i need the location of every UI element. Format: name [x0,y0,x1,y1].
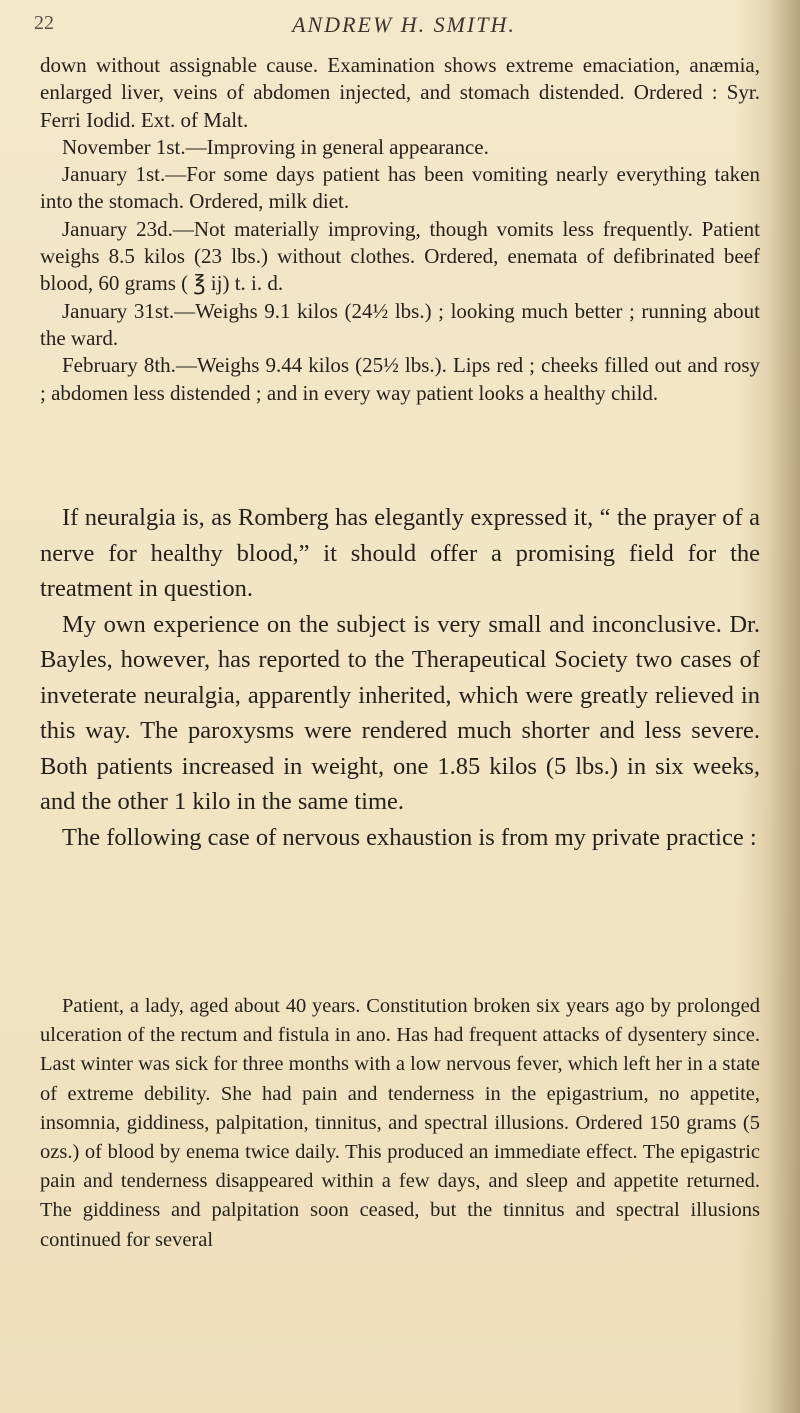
body-paragraph: The following case of nervous exhaustion is from my private practice : [62,823,757,851]
case-notes [40,52,760,407]
case-note-paragraph: February 8th.—Weighs 9.44 kilos (25½ lbs.). Lips red ; cheeks filled out and rosy ; abdomen less distended ; and in every way patient looks a healthy child. [40,353,760,405]
page-number: 22 [34,12,54,34]
case-note-paragraph: January 1st.—For some days patient has been vomiting nearly everything taken into the stomach. Ordered, milk diet. [40,162,760,214]
case-report-paragraph: Patient, a lady, aged about 40 years. Constitution broken six years ago by prolonged ulceration of the rectum and fistula in ano. Has had frequent attacks of dysentery since. Last winter was sick for three months with a low nervous fever, which left her in a state of extreme debility. She had pain and tenderness in the epigastrium, no appetite, insomnia, giddiness, palpitation, tinnitus, and spectral illusions. Ordered 150 grams (5 ozs.) of blood by enema twice daily. This produced an immediate effect. The epigastric pain and tenderness disappeared within a few days, and sleep and appetite returned. The giddiness and palpitation soon ceased, but the tinnitus and spectral illusions continued for several [40,995,760,1251]
case-note-paragraph: January 23d.—Not materially improving, though vomits less frequently. Patient weighs 8.5 kilos (23 lbs.) without clothes. Ordered, enemata of defibrinated beef blood, 60 grams ( ℥ ij) t. i. d. [40,216,760,296]
body-paragraph: My own experience on the subject is very small and inconclusive. Dr. Bayles, however, has reported to the Therapeutical Society two cases of inveterate neuralgia, apparently inherited, which were greatly relieved in this way. The paroxysms were rendered much shorter and less severe. Both patients increased in weight, one 1.85 kilos (5 lbs.) in six weeks, and the other 1 kilo in the same time. [40,610,760,815]
case-note-paragraph: down without assignable cause. Examination shows extreme emaciation, anæmia, enlarged liver, veins of abdomen injected, and stomach distended. Ordered : Syr. Ferri Iodid. Ext. of Malt. [40,53,760,132]
running-head [34,12,774,42]
case-note-paragraph: November 1st.—Improving in general appearance. [62,134,489,159]
body-paragraph: If neuralgia is, as Romberg has elegantly expressed it, “ the prayer of a nerve for healthy blood,” it should offer a promising field for the treatment in question. [40,504,760,602]
case-note-paragraph: January 31st.—Weighs 9.1 kilos (24½ lbs.) ; looking much better ; running about the ward. [40,298,760,350]
body-text [40,500,760,855]
case-report [40,992,760,1255]
running-title: ANDREW H. SMITH. [292,12,516,37]
